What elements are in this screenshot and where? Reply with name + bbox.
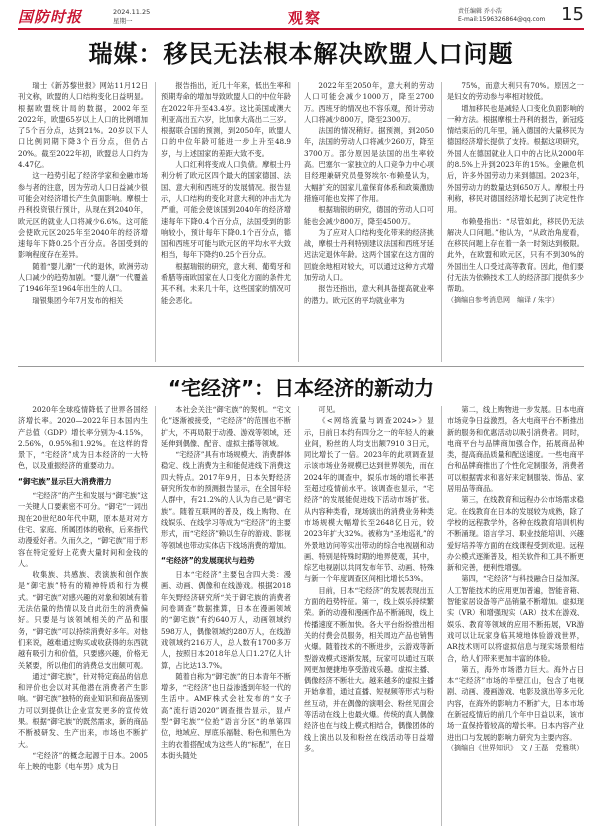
masthead [18,6,584,28]
article1-credit: （摘编自参考消息网 编译 / 朱宇） [447,295,559,304]
article1-column-3 [304,80,434,364]
page-number: 15 [561,4,584,25]
article2-subheading-1: “御宅族”显示巨大消费潜力 [18,476,112,486]
paragraph: 根据瑞银的研究，德国的劳动人口可能也会减少800万，降至4500万。 [304,205,434,226]
paragraph: 2022年至2050年，意大利的劳动人口可能会减少1000万，降至2700万。西班牙的情况也不容乐观，预计劳动人口将减少800万，降至2300万。 [304,81,434,124]
column-divider [298,406,299,826]
masthead-rule [18,28,584,30]
paragraph: 日本“宅经济”主要包含四大类：漫画、动画、偶像和在线游戏。根据2018年矢野经济研究所“关于御宅族的消费者问卷调查”数据推算，日本在漫画领域的“御宅族”有约640万人，动画领域约598万人，偶像领域约280万人，在线游戏领域约216万人，总人数有1700多万人，按照日本2018年总人口1.27亿人计算，占比达13.7%。 [161,570,291,670]
article2-subheading-2: “宅经济”的发展现状与趋势 [161,555,255,565]
issue-date-block [113,8,150,26]
article1-column-2 [161,80,291,364]
paragraph: 瑞士《新苏黎世报》网站11月12日刊文称，欧盟的人口结构变化日益明显。根据欧盟统计局的数据，2002年至2022年，欧盟65岁以上人口的比例增加了5个百分点，达到21%。20岁以下人口比例同期下降3个百分点，但仍占20%。截至2022年初，欧盟总人口约为4.47亿。 [18,81,148,170]
article1-column-1 [18,80,148,364]
article2-column-1-intro [18,404,148,472]
article2-column-2 [161,404,291,828]
paragraph: 75%，而意大利只有70%。原因之一是妇女的劳动参与率相对较低。 [447,81,584,102]
article2-column-3 [304,404,434,828]
paragraph: 这一趋势引起了经济学家和金融市场参与者的注意，因为劳动人口日益减少很可能会对经济增长产生负面影响。摩根士丹利投资银行预计，从现在到2040年，欧元区的就业人口将减少6.6%。这可能会使欧元区2025年至2040年的经济增速每年下降0.25个百分点。各国受到的影响程度存在差异。 [18,171,148,260]
paragraph: 报告还指出，意大利具备提高就业率的潜力。欧元区的平均就业率为 [304,284,434,305]
article-separator [18,366,584,367]
article1-headline: 瑞媒：移民无法根本解决欧盟人口问题 [88,40,514,68]
article2-column-4 [447,404,584,828]
paragraph: “宅经济”的概念起源于日本。2005年上映的电影《电车男》成为日 [18,750,148,772]
paragraph: 通过“御宅族”，针对特定商品的信息和评价也会以对其他潜在消费者产生影响。“御宅族”独特的商业知识和商品鉴别力可以到提供让企业宣发更多的宣传效果。根据“御宅族”的既然需求，新的商品不断被研发、生产出来，市场也不断扩大。 [18,671,148,749]
article2-column-1-body [18,490,148,772]
paragraph: 本社会关注“御宅族”的契机。“宅文化”逐渐被接受，“宅经济”的范围也不断扩大，不再局限于动漫、游戏等领域，还延伸到偶像、配音、虚拟主播等领域。 [161,405,291,448]
paragraph: 布赖曼指出：“尽管如此，移民仍无法解决人口问题。”他认为，“从政治角度看，在移民问题上存在着一条一时刻达到极限。此外，在欧盟和欧元区，只有不到30%的外国出生人口受过高等教育。因此，他们要付无法为依赖技术工人的经济部门提供多少帮助。 [447,216,584,294]
paragraph: “宅经济”的产生和发展与“御宅族”这一关键人口要素密不可分。“御宅”一词出现在20世纪80年代中期，原本是对对方住宅、家庭、所属团体的敬称，后来指代动漫爱好者。久而久之，“御宅族”用于形容在特定爱好上花费大量时间和金钱的人。 [18,491,148,568]
newspaper-logo: 国防时报 [18,8,83,26]
paragraph: 可见。 [318,405,340,414]
paragraph: 瑞银集团今年7月发布的相关 [32,295,124,305]
paragraph: 目前，日本“宅经济”的发展表现出五方面的趋势特征。第一，线上娱乐持续繁荣。新的动漫和漫画作品不断涌现，线上传播速度不断加快。各大平台纷纷推出相关的付费会员服务，相关周边产品也销售火爆。随着技术的不断进步，云游戏等新型游戏模式逐渐发展，玩家可以通过互联网更加便捷地享受游戏乐趣。虚拟主播、偶像经济不断壮大。越来越多的虚拟主播开始拿着，通过直播、短视频等形式与粉丝互动，并在偶像的演唱会、粉丝见面会等活动在线上也最火爆。传统的真人偶像经济也在与线上模式相结合，偶像团体的线上演出以及和粉丝在线活动等日益增多。 [304,585,434,753]
article1-column-4 [447,80,584,364]
paragraph: 第五，海外市场潜力巨大。海外占日本“宅经济”市场的半壁江山，包含了电视剧、动画、漫画游戏、电影及演出等多元化内容，在海外的影响力不断扩大，日本市场在新冠疫情后的前几个年中日益以来，该市场一直保持着较高的增长率。日本内容产业进出口与发展的影响力研究为主要内容。 [447,664,584,742]
paragraph: 《<网络流量与调查2024>》显示，日前日本约有四分之一的年轻人的兼业间，粉丝的人均支出额7910 3日元，同比增长了一倍。2023年的此项调查显示该市场业务规模已达到世界领先，而在2024年的调查中，娱乐市场的增长率甚至超过疫情前水平。该调查也显示，“宅经济”的发展能促进线下活动市场扩张。从内容种类看，现场演出的消费业务种类市场规模大幅增长至2648亿日元，较2023年扩大32%。被称为“圣地巡礼”的外景地访问等实出带动的综合电视剧和动画、特别是特殊时期的地界使观，其中，综艺电视剧以共同发布年节、动画、特殊与新一个年度调查区间相比增长53%。 [304,416,434,584]
paragraph: 第二，线上购物进一步发展。日本电商市场竞争日益激烈，各大电商平台不断推出新的服务和优惠活动以吸引消费者。同时，电商平台与品牌商加强合作，拓展商品种类，提高商品质量和配送速度。一些电商平台和品牌商推出了个性化定制服务，消费者可以根据需求和喜好来定制服装、饰品、家居用品等商品。 [447,405,584,494]
column-divider [441,406,442,826]
article2-headline: “宅经济”：日本经济的新动力 [167,376,435,400]
issue-weekday: 星期一 [113,17,133,25]
column-divider [441,82,442,362]
paragraph: 根据瑞银的研究，意大利、葡萄牙和希腊等南欧国家在人口变化方面的条件尤其不利。未来几十年，这些国家的情况可能会恶化。 [161,261,291,305]
paragraph: 法国的情况稍好。据预测，到2050年，法国的劳动人口将减少260万，降至3700万。部分原因是法国的出生率较高。巴塞尔一家独立的人口竞争力中心项目经理兼研究员曼努埃尔·布赖曼认为，大幅扩充的国家儿童保育体系和政策激励措施可能也发挥了作用。 [304,126,434,203]
section-title: 观察 [288,9,323,27]
paragraph: “宅经济”具有市场规模大、消费群体稳定、线上消费为主和能促进线下消费这四大特点。2017年9月，日本矢野经济研究所发布的预测报告显示，在全国年轻人群中，有21.2%的人认为自己是“御宅族”。随着互联网的普及，线上购物、在线娱乐、在线学习等成为“宅经济”的主要形式，而“宅经济”赖以生存的游戏、影视等领域也带动实体店下线场消费的增加。 [161,450,291,550]
paragraph: 收集族、共感族、表演族和创作族是“御宅族”特有的精神特质和行为模式。“御宅族”对感兴趣的对象和领域有着无法估量的热情以及自此衍生的消费偏好。只要是与该领域相关的产品和服务，“御宅族”可以持续消费好多年。对他们来说，越难通过购买或收获得的东西就越有吸引力和价值，只要感兴趣，价格无关紧要，所以他们的消费总支出颇可观。 [18,570,148,670]
paragraph: 为了应对人口结构变化带来的经济挑战，摩根士丹利特别建议法国和西班牙延迟法定退休年龄。这两个国家在这方面的回旋余地相对较大，可以通过这种方式增加劳动人口。 [304,227,434,283]
article2-column-1 [18,404,148,828]
paragraph: 2020年全球疫情降低了世界各国经济增长率。2020—2022年日本国内生产总值（GDP）增长率分别为-4.15%，2.56%，0.95%和1.92%。在这样的背景下，“宅经济”成为日本经济的一大特色，以及重振经济的重要动力。 [18,405,148,471]
paragraph: 人口红利将变成人口负债。摩根士丹利分析了欧元区四个最大的国家德国、法国、意大利和西班牙的发展情况。报告显示，人口结构的变化对意大利的冲击尤为严重，可能会使该国到2040年的经济增速每年下降0.4个百分点，法国受到的影响较小，预计每年下降0.1个百分点，德国和西班牙可能与欧元区的平均水平大致相当，每年下降约0.25个百分点。 [161,160,291,260]
article2-column-2-body [161,569,291,761]
paragraph: 随着“婴儿潮”一代的退休，欧洲劳动人口减少的趋势加剧。“婴儿潮”一代覆盖了1946年至1964年出生的人口。 [18,261,148,294]
paragraph: 第四，“宅经济”与科技融合日益加深。人工智能技术的应用更加普遍，智能音箱、智能家居设备等产品销量不断增加。虚拟现实（VR）和增强现实（AR）技术在游戏、娱乐、教育等领域的应用不断拓展，VR游戏可以让玩家身临其境地体验游戏世界，AR技术则可以将虚拟信息与现实场景相结合，给人们带来更加丰富的体验。 [447,574,584,663]
column-divider [155,82,156,362]
paragraph: 第三，在线教育和远程办公市场需求稳定。在线教育在日本的发展较为成熟，除了学校的远程教学外，各种在线教育培训机构不断涌现。语言学习、职业技能培训、兴趣爱好培养等方面的在线课程受到欢迎。远程办公模式逐渐普及，相关软件和工具不断更新和完善，便利性增强。 [447,495,584,573]
editor-email: E-mail:1596326864@qq.com [458,16,546,23]
article2-credit: （摘编自《世界知识》 文 / 王磊 党雅琪） [447,743,584,752]
paragraph: 报告指出，近几十年来，低出生率和预期寿命的增加导致欧盟人口的中位年龄在2022年升至43.4岁。这比美国或澳大利亚高出五六岁，比加拿大高出二三岁。根据联合国的预测，到2050年，欧盟人口的中位年龄可能进一步上升至48.9岁，与上述国家的差距大致不变。 [161,81,291,158]
article2-column-2-intro [161,404,291,551]
issue-date: 2024.11.25 [113,8,151,16]
article1-column-4-text [447,80,584,295]
editor-name: 责任编辑 乔小浩 [458,8,502,15]
paragraph: 增加移民也是减轻人口变化负面影响的一种方法。根据摩根士丹利的报告，新冠疫情结束后的几年里，涌入德国的大量移民为德国经济增长提供了支持。根据这项研究，外国人在德国就业人口中的占比从2000年的8.5%上升到2023年的15%。金融危机后，许多外国劳动力来到德国。2023年，外国劳动力的数量达到650万人。摩根士丹利称，移民对德国经济增长起到了决定性作用。 [447,103,584,215]
editor-contacts [458,8,545,24]
column-divider [155,406,156,826]
article2-column-4-text [447,404,584,743]
column-divider [298,82,299,362]
paragraph: 随着自称为“御宅族”的日本青年不断增多，“宅经济”也日益渗透到年轻一代的生活中。AMF株式会社发布的“女子高”流行语2020”调查报告显示，显卢型“御宅族”“位抢”语言分区“的单第四位，地域应、厚底乐福鞋、粉色和黑色为主的衣着搭配成为这些人的“标配”，在日本街头随处 [161,671,291,760]
